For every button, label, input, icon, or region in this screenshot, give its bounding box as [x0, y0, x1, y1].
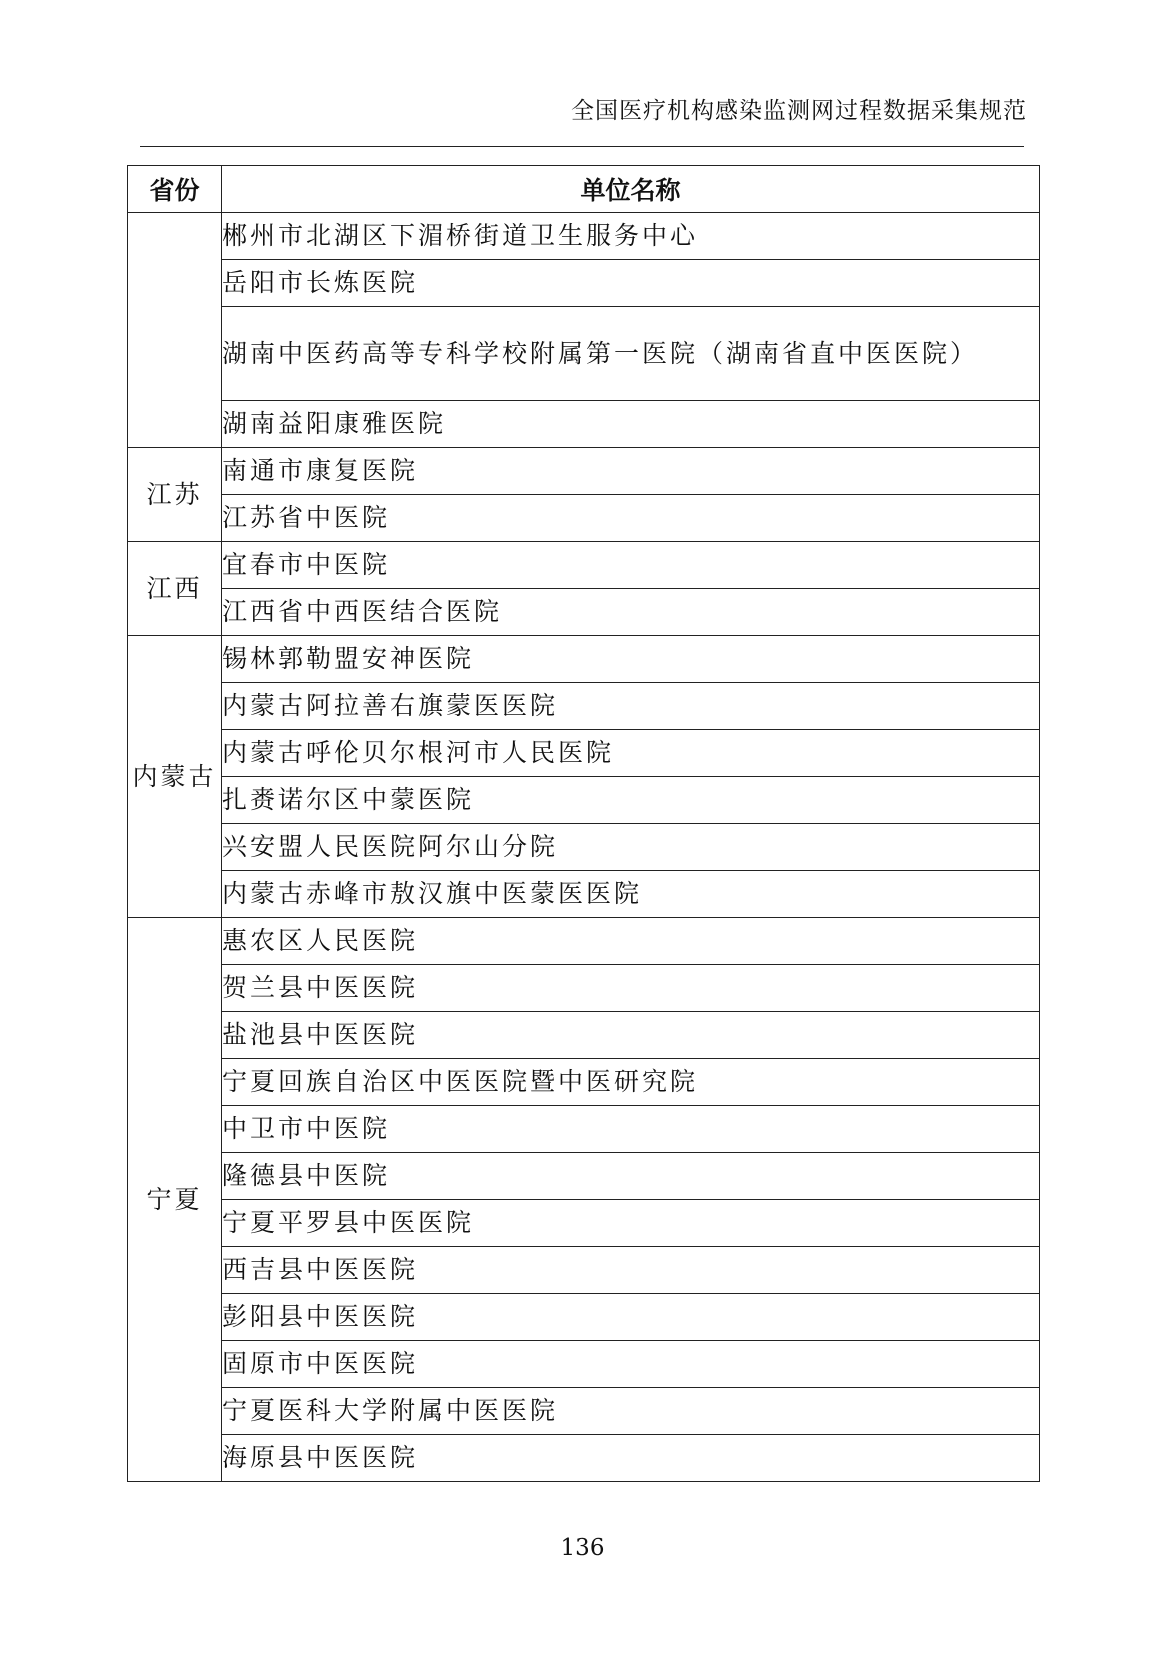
table-row [128, 1200, 1040, 1247]
unit-name-cell: 锡林郭勒盟安神医院 [222, 636, 1040, 683]
table-row [128, 683, 1040, 730]
province-cell [128, 213, 222, 448]
unit-name-cell: 宁夏回族自治区中医医院暨中医研究院 [222, 1059, 1040, 1106]
table-row [128, 448, 1040, 495]
table-row [128, 636, 1040, 683]
unit-name-cell: 西吉县中医医院 [222, 1247, 1040, 1294]
table-row [128, 495, 1040, 542]
table-header-row [128, 166, 1040, 213]
province-cell: 江西 [128, 542, 222, 636]
table-row [128, 542, 1040, 589]
table-row [128, 871, 1040, 918]
unit-name-cell: 盐池县中医医院 [222, 1012, 1040, 1059]
unit-name-cell: 内蒙古阿拉善右旗蒙医医院 [222, 683, 1040, 730]
table-row [128, 401, 1040, 448]
table-row [128, 965, 1040, 1012]
unit-name-cell: 南通市康复医院 [222, 448, 1040, 495]
unit-name-cell: 湖南益阳康雅医院 [222, 401, 1040, 448]
table-row [128, 1059, 1040, 1106]
unit-name-cell: 江西省中西医结合医院 [222, 589, 1040, 636]
table-row [128, 1435, 1040, 1482]
unit-list-table [127, 165, 1040, 1482]
table-row [128, 824, 1040, 871]
unit-name-cell: 惠农区人民医院 [222, 918, 1040, 965]
table-row [128, 1341, 1040, 1388]
unit-name-cell: 湖南中医药高等专科学校附属第一医院（湖南省直中医医院） [222, 307, 1040, 401]
province-cell: 内蒙古 [128, 636, 222, 918]
unit-name-cell: 内蒙古呼伦贝尔根河市人民医院 [222, 730, 1040, 777]
table-row [128, 1294, 1040, 1341]
unit-name-cell: 海原县中医医院 [222, 1435, 1040, 1482]
table-row [128, 1247, 1040, 1294]
unit-name-cell: 中卫市中医院 [222, 1106, 1040, 1153]
province-cell: 宁夏 [128, 918, 222, 1482]
table-row [128, 260, 1040, 307]
header-divider [140, 146, 1024, 147]
unit-name-cell: 兴安盟人民医院阿尔山分院 [222, 824, 1040, 871]
unit-name-cell: 岳阳市长炼医院 [222, 260, 1040, 307]
running-header-title: 全国医疗机构感染监测网过程数据采集规范 [571, 98, 1027, 124]
table-row [128, 730, 1040, 777]
unit-name-cell: 贺兰县中医医院 [222, 965, 1040, 1012]
table-row [128, 1012, 1040, 1059]
table-row [128, 307, 1040, 401]
unit-name-column-header: 单位名称 [222, 166, 1040, 213]
table-row [128, 1153, 1040, 1200]
unit-name-cell: 彭阳县中医医院 [222, 1294, 1040, 1341]
unit-name-cell: 宜春市中医院 [222, 542, 1040, 589]
unit-name-cell: 内蒙古赤峰市敖汉旗中医蒙医医院 [222, 871, 1040, 918]
unit-name-cell: 郴州市北湖区下湄桥街道卫生服务中心 [222, 213, 1040, 260]
table-row [128, 213, 1040, 260]
unit-name-cell: 扎赉诺尔区中蒙医院 [222, 777, 1040, 824]
unit-name-cell: 隆德县中医院 [222, 1153, 1040, 1200]
unit-name-cell: 固原市中医医院 [222, 1341, 1040, 1388]
table-row [128, 1388, 1040, 1435]
province-column-header: 省份 [128, 166, 222, 213]
province-cell: 江苏 [128, 448, 222, 542]
table-row [128, 589, 1040, 636]
unit-name-cell: 江苏省中医院 [222, 495, 1040, 542]
unit-name-cell: 宁夏平罗县中医医院 [222, 1200, 1040, 1247]
table-row [128, 1106, 1040, 1153]
table-row [128, 918, 1040, 965]
page-number: 136 [560, 1535, 605, 1561]
table-row [128, 777, 1040, 824]
unit-name-cell: 宁夏医科大学附属中医医院 [222, 1388, 1040, 1435]
